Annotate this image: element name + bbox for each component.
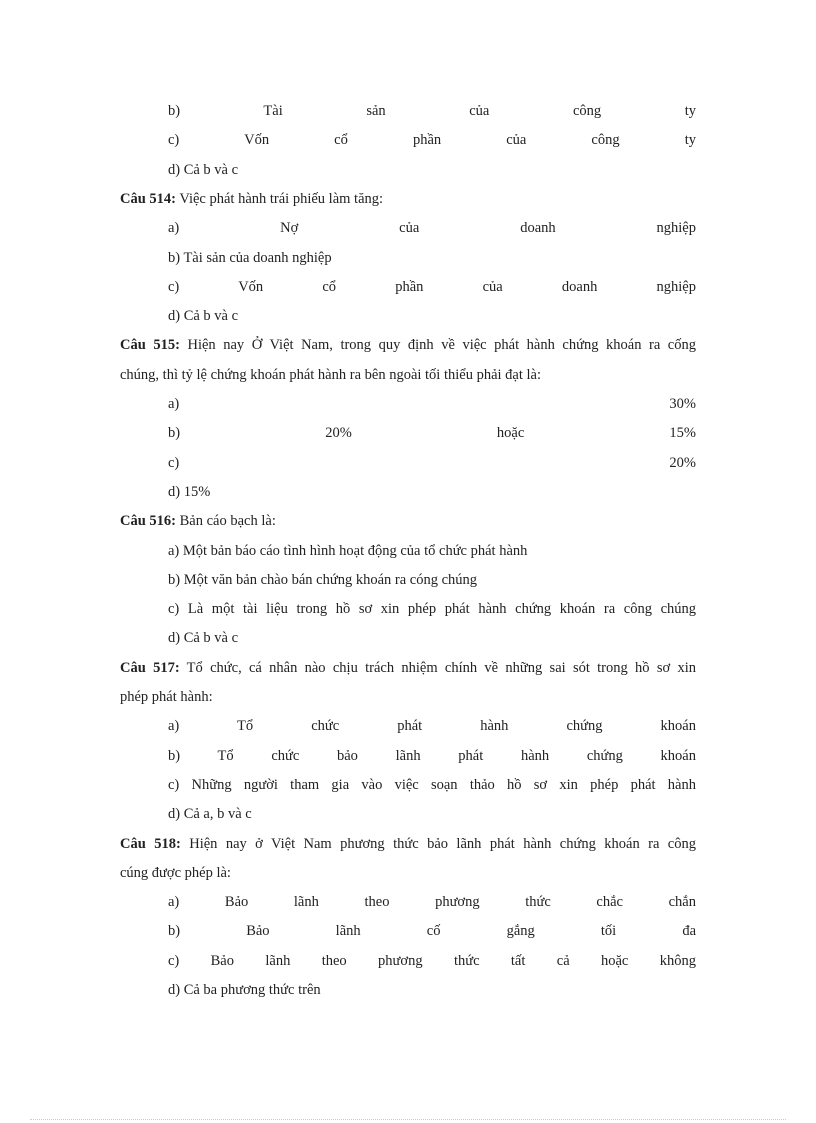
question-number: Câu 518: [120,836,181,852]
question-number: Câu 517: [120,660,180,676]
answer-option: d) Cả b và c [168,162,239,178]
question-line [120,657,696,679]
answer-option: a) Bảo lãnh theo phương thức chắc chắn [168,894,696,910]
question-number: Câu 514: [120,191,176,207]
page-bottom-divider [30,1119,786,1120]
answer-option: d) Cả b và c [168,630,239,646]
question-text: Bản cáo bạch là: [176,513,276,529]
answer-option: b) Tổ chức bảo lãnh phát hành chứng khoán [168,748,696,764]
answer-option: d) Cả b và c [168,308,239,324]
question-line [120,833,696,855]
answer-option: c) Vốn cổ phần của doanh nghiệp [168,279,696,295]
answer-option: c) Những người tham gia vào việc soạn thảo hồ sơ xin phép phát hành [168,777,696,793]
answer-option: a) Nợ của doanh nghiệp [168,220,696,236]
answer-option: b) Tài sản của công ty [168,103,696,119]
answer-option: a) 30% [168,396,696,412]
question-text: Hiện nay Ở Việt Nam, trong quy định về việc phát hành chứng khoán ra cống [179,337,696,353]
question-line [120,510,696,532]
answer-option: b) Tài sản của doanh nghiệp [168,250,332,266]
question-text: Hiện nay ở Việt Nam phương thức bảo lãnh phát hành chứng khoán ra công [180,836,696,852]
answer-option: c) Là một tài liệu trong hồ sơ xin phép phát hành chứng khoán ra công chúng [168,601,696,617]
answer-option: b) Một văn bản chào bán chứng khoán ra cóng chúng [168,572,478,588]
question-text-continuation: phép phát hành: [120,689,213,705]
answer-option: a) Tổ chức phát hành chứng khoán [168,718,696,734]
question-text: Tổ chức, cá nhân nào chịu trách nhiệm chính về những sai sót trong hồ sơ xin [179,660,696,676]
answer-option: a) Một bản báo cáo tình hình hoạt động của tổ chức phát hành [168,543,528,559]
question-line [120,188,696,210]
question-text: Việc phát hành trái phiếu làm tăng: [176,191,384,207]
question-text-continuation: cúng được phép là: [120,865,231,881]
question-line [120,334,696,356]
answer-option: c) 20% [168,455,696,471]
answer-option: b) 20% hoặc 15% [168,425,696,441]
answer-option: b) Bảo lãnh cố gắng tối đa [168,923,696,939]
answer-option: c) Vốn cổ phần của công ty [168,132,696,148]
answer-option: c) Bảo lãnh theo phương thức tất cả hoặc không [168,953,696,969]
question-number: Câu 515: [120,337,180,353]
answer-option: d) Cả a, b và c [168,806,252,822]
question-number: Câu 516: [120,513,176,529]
answer-option: d) Cả ba phương thức trên [168,982,321,998]
question-text-continuation: chúng, thì tỷ lệ chứng khoán phát hành ra bên ngoài tối thiểu phải đạt là: [120,367,542,383]
answer-option: d) 15% [168,484,211,500]
